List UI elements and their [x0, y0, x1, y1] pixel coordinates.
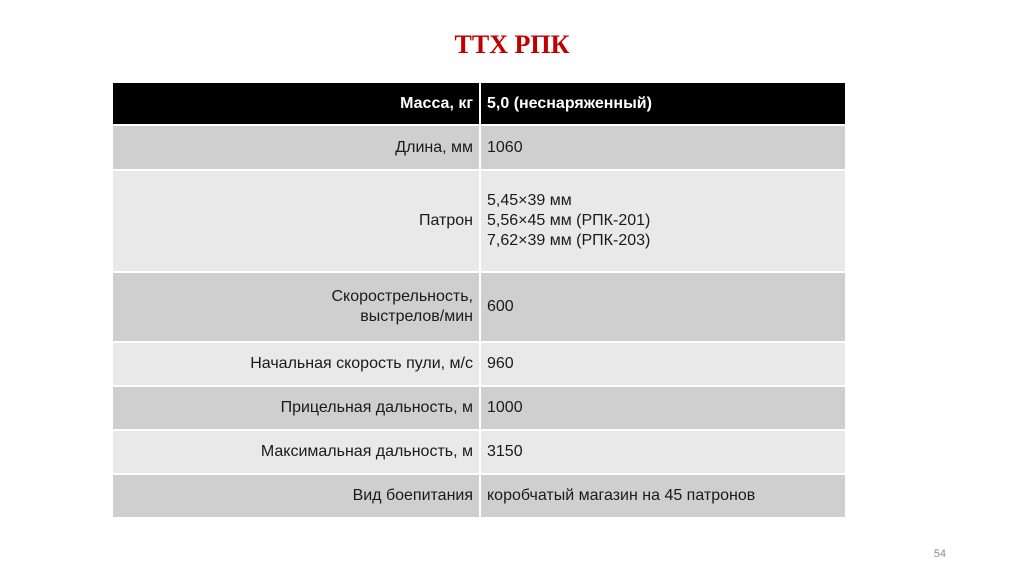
value-cell: [480, 125, 845, 170]
param-cell: Вид боепитания: [113, 474, 480, 518]
param-cell: Длина, мм: [113, 125, 480, 170]
param-cell: Прицельная дальность, м: [113, 386, 480, 430]
table-row: [113, 430, 845, 474]
value-cell: [480, 170, 845, 272]
slide-title: ТТХ РПК: [454, 30, 570, 59]
value-line: 5,56×45 мм (РПК-201): [487, 212, 651, 229]
table-row: [113, 474, 845, 518]
page-number: 54: [933, 548, 946, 560]
table-row: [113, 342, 845, 386]
header-value-cell: 5,0 (неснаряженный): [480, 83, 845, 125]
value-line: 960: [487, 355, 514, 372]
value-cell: [480, 430, 845, 474]
value-line: 3150: [487, 443, 523, 460]
value-line: коробчатый магазин на 45 патронов: [487, 487, 756, 504]
value-cell: [480, 386, 845, 430]
value-cell: [480, 342, 845, 386]
table-row: [113, 386, 845, 430]
value-cell: [480, 272, 845, 342]
param-line: выстрелов/мин: [360, 308, 473, 325]
table-row: [113, 170, 845, 272]
param-cell: [113, 272, 480, 342]
value-line: 5,45×39 мм: [487, 192, 572, 209]
specs-table: [113, 83, 845, 519]
param-cell: Начальная скорость пули, м/с: [113, 342, 480, 386]
header-param-cell: Масса, кг: [113, 83, 480, 125]
table-row: [113, 272, 845, 342]
value-line: 1000: [487, 399, 523, 416]
param-cell: Максимальная дальность, м: [113, 430, 480, 474]
table-row: [113, 125, 845, 170]
param-cell: Патрон: [113, 170, 480, 272]
value-cell: [480, 474, 845, 518]
param-line: Скорострельность,: [331, 288, 473, 305]
value-line: 600: [487, 298, 514, 315]
value-line: 7,62×39 мм (РПК-203): [487, 232, 651, 249]
value-line: 1060: [487, 138, 523, 156]
table-header-row: [113, 83, 845, 125]
